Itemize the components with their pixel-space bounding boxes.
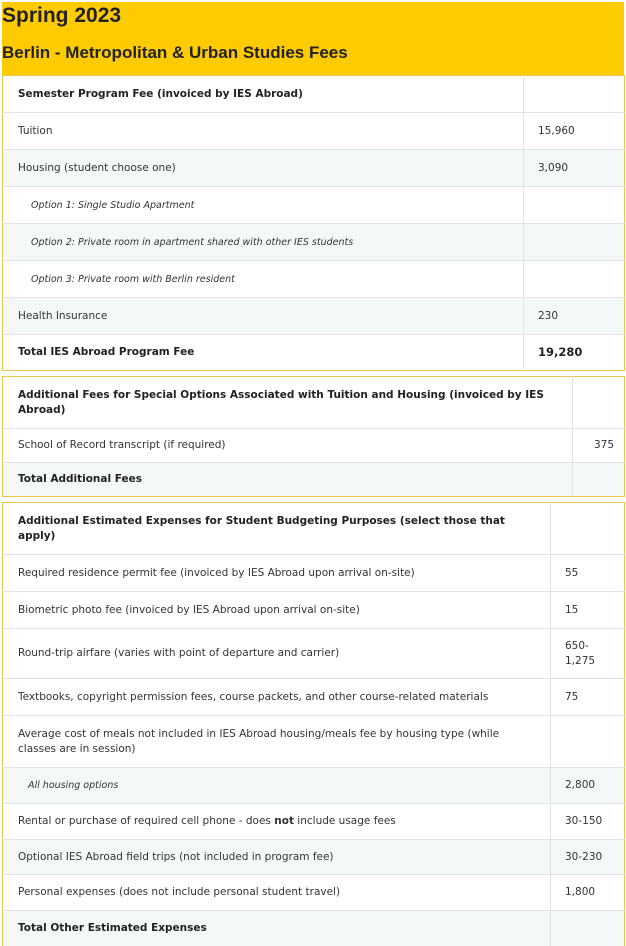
- expense-value: 55: [551, 555, 625, 592]
- season-title: Spring 2023: [2, 4, 122, 27]
- table-row: [3, 555, 625, 592]
- label-text: include usage fees: [293, 815, 396, 827]
- table-row: [3, 429, 625, 463]
- fee-label: School of Record transcript (if required): [3, 429, 573, 463]
- table-row: [3, 592, 625, 629]
- header-value-cell: [551, 503, 625, 555]
- total-value: [573, 463, 625, 497]
- expense-label: Round-trip airfare (varies with point of departure and carrier): [3, 629, 551, 679]
- fee-label: Health Insurance: [3, 298, 524, 335]
- additional-fees-table: [2, 376, 625, 497]
- housing-option-label: Option 1: Single Studio Apartment: [3, 187, 524, 224]
- total-row: [3, 911, 625, 946]
- table-row: [3, 875, 625, 911]
- fee-value: 375: [573, 429, 625, 463]
- additional-fees-heading: Additional Fees for Special Options Associated with Tuition and Housing (invoiced by IES Abroad): [3, 377, 573, 429]
- table-row: [3, 679, 625, 716]
- housing-option-label: All housing options: [3, 768, 551, 804]
- expense-value: [551, 716, 625, 768]
- table-row: [3, 113, 625, 150]
- total-row: [3, 335, 625, 371]
- expense-value: 30-150: [551, 804, 625, 840]
- header-value-cell: [573, 377, 625, 429]
- expense-value: 15: [551, 592, 625, 629]
- total-value: 19,280: [524, 335, 625, 371]
- expense-label: [3, 804, 551, 840]
- fee-value: 15,960: [524, 113, 625, 150]
- table-header-row: [3, 76, 625, 113]
- table-row: [3, 298, 625, 335]
- fee-label: Tuition: [3, 113, 524, 150]
- table-row: [3, 840, 625, 875]
- expense-value: 75: [551, 679, 625, 716]
- expense-label: Textbooks, copyright permission fees, course packets, and other course-related materials: [3, 679, 551, 716]
- estimated-expenses-table: [2, 502, 625, 946]
- expense-label: Required residence permit fee (invoiced by IES Abroad upon arrival on-site): [3, 555, 551, 592]
- housing-option-label: Option 2: Private room in apartment shared with other IES students: [3, 224, 524, 261]
- total-label: Total Other Estimated Expenses: [3, 911, 551, 946]
- table-row: [3, 629, 625, 679]
- total-label: Total IES Abroad Program Fee: [18, 346, 195, 358]
- table-row: [3, 804, 625, 840]
- expense-value: 1,800: [551, 875, 625, 911]
- fee-value: [524, 187, 625, 224]
- table-row: [3, 224, 625, 261]
- total-label: Total Additional Fees: [3, 463, 573, 497]
- expense-value: 650-1,275: [551, 629, 625, 679]
- estimated-expenses-heading: Additional Estimated Expenses for Student Budgeting Purposes (select those that apply): [3, 503, 551, 555]
- fee-value: [524, 261, 625, 298]
- expense-label: Biometric photo fee (invoiced by IES Abroad upon arrival on-site): [3, 592, 551, 629]
- table-header-row: [3, 377, 625, 429]
- table-row: [3, 187, 625, 224]
- table-row: [3, 716, 625, 768]
- expense-label: Optional IES Abroad field trips (not included in program fee): [3, 840, 551, 875]
- label-text: Rental or purchase of required cell phone - does: [18, 815, 275, 827]
- fee-value: [524, 224, 625, 261]
- table-row: [3, 261, 625, 298]
- expense-label: Average cost of meals not included in IES Abroad housing/meals fee by housing type (while classes are in session): [3, 716, 551, 768]
- label-emphasis: not: [274, 815, 294, 827]
- expense-value: 2,800: [551, 768, 625, 804]
- table-header-row: [3, 503, 625, 555]
- program-title: Berlin - Metropolitan & Urban Studies Fees: [2, 43, 348, 62]
- header-value-cell: [524, 76, 625, 113]
- program-fee-table: [2, 75, 625, 371]
- table-row: [3, 768, 625, 804]
- fee-value: 230: [524, 298, 625, 335]
- program-fee-heading: Semester Program Fee (invoiced by IES Abroad): [3, 76, 524, 113]
- expense-value: 30-230: [551, 840, 625, 875]
- total-value: [551, 911, 625, 946]
- fee-label: Housing (student choose one): [3, 150, 524, 187]
- page-header: [2, 2, 624, 75]
- table-row: [3, 150, 625, 187]
- expense-label: Personal expenses (does not include personal student travel): [3, 875, 551, 911]
- total-row: [3, 463, 625, 497]
- fee-value: 3,090: [524, 150, 625, 187]
- housing-option-label: Option 3: Private room with Berlin resident: [3, 261, 524, 298]
